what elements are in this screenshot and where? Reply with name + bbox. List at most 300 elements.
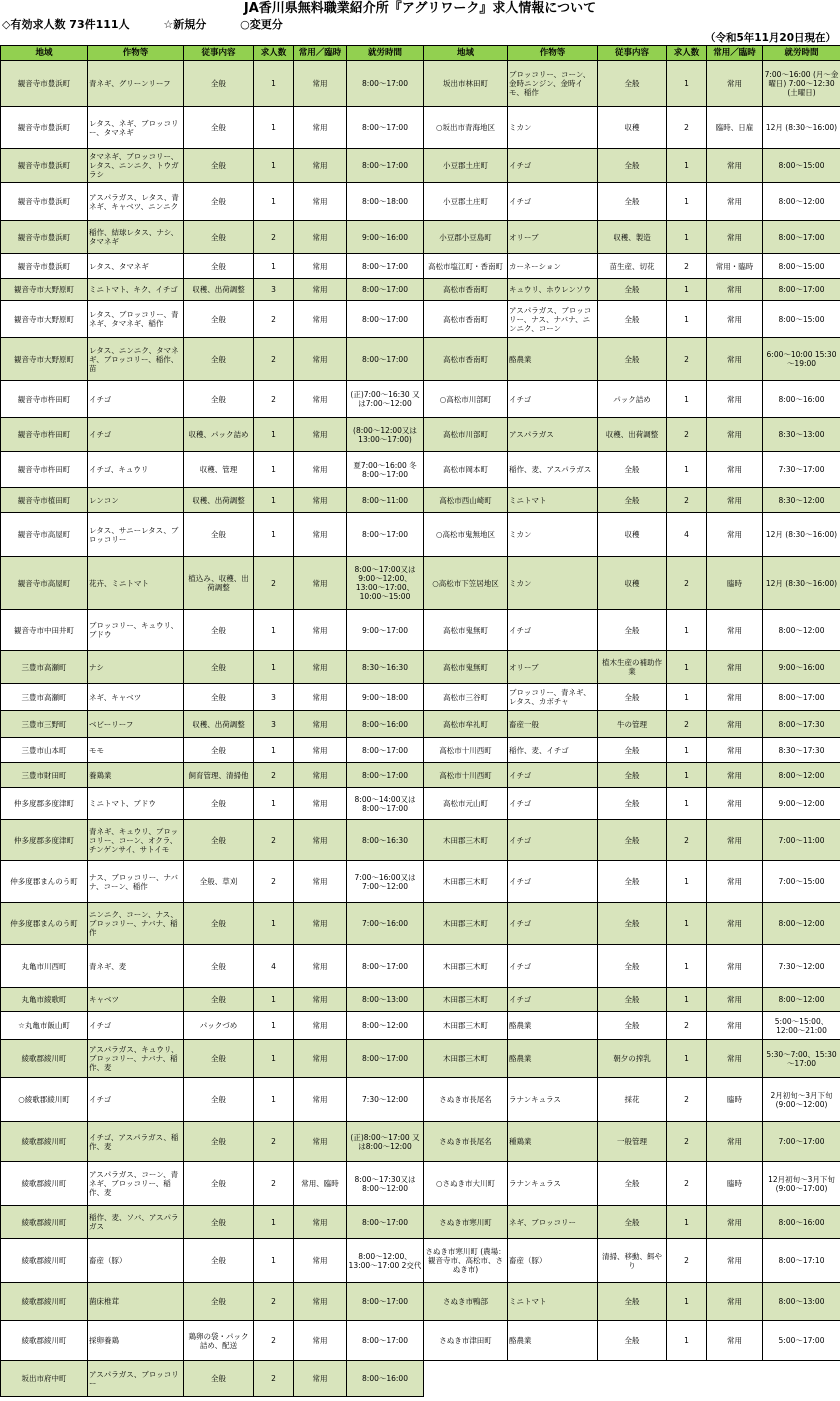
cell-area: 観音寺市豊浜町 bbox=[1, 149, 88, 183]
cell-crop: レタス、サニーレタス、ブロッコリー bbox=[88, 513, 184, 557]
cell-count: 2 bbox=[667, 1012, 707, 1040]
table-row bbox=[424, 107, 840, 149]
cell-hours: 8:00～17:00 bbox=[347, 279, 424, 301]
table-row bbox=[1, 903, 424, 945]
cell-area: 観音寺市豊浜町 bbox=[1, 254, 88, 279]
cell-type: 常用 bbox=[707, 738, 763, 763]
cell-work: 全般 bbox=[598, 820, 667, 861]
cell-crop: ブロッコリー、コーン、金時ニンジン、金時イモ、稲作 bbox=[508, 61, 598, 107]
cell-count: 1 bbox=[667, 301, 707, 338]
cell-hours: 8:00～17:00 bbox=[347, 61, 424, 107]
cell-count: 1 bbox=[667, 610, 707, 651]
cell-count: 1 bbox=[667, 788, 707, 820]
cell-crop: 養鶏業 bbox=[88, 763, 184, 788]
cell-count: 1 bbox=[254, 1206, 294, 1239]
header-count: 求人数 bbox=[254, 46, 294, 61]
table-row bbox=[1, 381, 424, 418]
cell-crop: キャベツ bbox=[88, 988, 184, 1012]
cell-area: 丸亀市綾歌町 bbox=[1, 988, 88, 1012]
cell-hours: 7:00～11:00 bbox=[763, 820, 840, 861]
cell-hours: 8:00～18:00 bbox=[347, 183, 424, 221]
cell-hours: 8:00～17:00 bbox=[347, 945, 424, 988]
cell-hours: 12月 (8:30～16:00) bbox=[763, 557, 840, 610]
cell-work: 収穫 bbox=[598, 513, 667, 557]
cell-count: 2 bbox=[667, 1078, 707, 1122]
cell-crop: ラナンキュラス bbox=[508, 1162, 598, 1206]
cell-count: 1 bbox=[667, 1283, 707, 1321]
cell-hours: 8:00～14:00又は 8:00～17:00 bbox=[347, 788, 424, 820]
cell-work: 植木生産の補助作業 bbox=[598, 651, 667, 684]
cell-hours: 8:00～12:00 bbox=[347, 1012, 424, 1040]
cell-area: 小豆郡土庄町 bbox=[424, 183, 508, 221]
cell-area: 綾歌郡綾川町 bbox=[1, 1321, 88, 1361]
cell-crop: イチゴ bbox=[508, 381, 598, 418]
table-row bbox=[424, 1040, 840, 1078]
cell-crop: 稲作、麦、イチゴ bbox=[508, 738, 598, 763]
cell-count: 1 bbox=[667, 1206, 707, 1239]
cell-crop: オリーブ bbox=[508, 221, 598, 254]
cell-count: 1 bbox=[254, 1040, 294, 1078]
cell-work: 全般 bbox=[598, 945, 667, 988]
header-area: 地域 bbox=[424, 46, 508, 61]
cell-crop: 酪農業 bbox=[508, 1012, 598, 1040]
table-row bbox=[1, 338, 424, 381]
cell-crop: 酪農業 bbox=[508, 1321, 598, 1361]
cell-type: 常用 bbox=[294, 988, 347, 1012]
cell-crop: 種鶏業 bbox=[508, 1122, 598, 1162]
cell-hours bbox=[763, 1361, 840, 1397]
cell-area: さぬき市寒川町 bbox=[424, 1206, 508, 1239]
cell-count: 2 bbox=[254, 861, 294, 903]
cell-type: 常用 bbox=[294, 1283, 347, 1321]
cell-area: 木田郡三木町 bbox=[424, 945, 508, 988]
cell-hours: 8:00～17:00 bbox=[763, 221, 840, 254]
cell-count: 1 bbox=[254, 903, 294, 945]
cell-count: 2 bbox=[667, 254, 707, 279]
cell-count: 2 bbox=[254, 820, 294, 861]
table-row bbox=[424, 903, 840, 945]
cell-hours: 7:30～12:00 bbox=[347, 1078, 424, 1122]
cell-crop: キュウリ、ホウレンソウ bbox=[508, 279, 598, 301]
cell-work: 全般 bbox=[598, 1321, 667, 1361]
cell-crop: レタス、タマネギ bbox=[88, 254, 184, 279]
cell-area: 木田郡三木町 bbox=[424, 1040, 508, 1078]
cell-count: 2 bbox=[254, 1122, 294, 1162]
cell-work bbox=[598, 1361, 667, 1397]
cell-count: 2 bbox=[667, 1162, 707, 1206]
cell-type bbox=[707, 1361, 763, 1397]
as-of-date: （令和5年11月20日現在） bbox=[704, 32, 836, 44]
cell-type: 臨時 bbox=[707, 557, 763, 610]
cell-hours: 8:00～17:00 bbox=[347, 338, 424, 381]
cell-work: 全般 bbox=[598, 1283, 667, 1321]
cell-work: 全般 bbox=[184, 1122, 254, 1162]
cell-area: 三豊市三野町 bbox=[1, 711, 88, 738]
cell-crop: レタス、ネギ、ブロッコリー、タマネギ bbox=[88, 107, 184, 149]
legend-changed: ○変更分 bbox=[240, 18, 283, 31]
cell-type: 常用 bbox=[294, 711, 347, 738]
cell-work: 収穫、出荷調整 bbox=[184, 711, 254, 738]
cell-type: 常用 bbox=[294, 684, 347, 711]
cell-type: 常用 bbox=[294, 301, 347, 338]
cell-type: 常用 bbox=[294, 418, 347, 452]
cell-area: 仲多度郡多度津町 bbox=[1, 788, 88, 820]
cell-area: 高松市川部町 bbox=[424, 418, 508, 452]
cell-work: 全般、草刈 bbox=[184, 861, 254, 903]
cell-hours: 12月初旬～3月下旬(9:00～17:00) bbox=[763, 1162, 840, 1206]
cell-hours: 8:00～17:00 bbox=[347, 763, 424, 788]
table-row bbox=[424, 254, 840, 279]
cell-crop: ニンニク、コーン、ナス、ブロッコリー、ナバナ、稲作 bbox=[88, 903, 184, 945]
cell-work: 全般 bbox=[184, 338, 254, 381]
cell-count: 1 bbox=[667, 861, 707, 903]
cell-type: 常用 bbox=[294, 513, 347, 557]
table-row bbox=[424, 513, 840, 557]
cell-hours: 8:00～13:00 bbox=[347, 988, 424, 1012]
cell-area: ○さぬき市大川町 bbox=[424, 1162, 508, 1206]
cell-crop: レタス、ニンニク、タマネギ、ブロッコリー、稲作、苗 bbox=[88, 338, 184, 381]
cell-type: 常用 bbox=[294, 452, 347, 488]
cell-count: 2 bbox=[254, 1321, 294, 1361]
table-row bbox=[1, 279, 424, 301]
table-row bbox=[1, 1040, 424, 1078]
table-row bbox=[424, 279, 840, 301]
cell-area: 高松市牟礼町 bbox=[424, 711, 508, 738]
cell-hours: 12月 (8:30～16:00) bbox=[763, 513, 840, 557]
cell-crop: 青ネギ、グリーンリーフ bbox=[88, 61, 184, 107]
cell-type: 常用 bbox=[294, 788, 347, 820]
cell-count: 2 bbox=[667, 107, 707, 149]
cell-work: 全般 bbox=[598, 684, 667, 711]
table-row bbox=[1, 763, 424, 788]
cell-work: 全般 bbox=[598, 301, 667, 338]
cell-work: 全般 bbox=[184, 610, 254, 651]
cell-hours: 夏7:00～16:00 冬8:00～17:00 bbox=[347, 452, 424, 488]
cell-area: 木田郡三木町 bbox=[424, 988, 508, 1012]
cell-area: 綾歌郡綾川町 bbox=[1, 1162, 88, 1206]
cell-crop: イチゴ、アスパラガス、稲作、麦 bbox=[88, 1122, 184, 1162]
cell-area: さぬき市鴨部 bbox=[424, 1283, 508, 1321]
table-row bbox=[424, 1321, 840, 1361]
cell-hours: 9:00～12:00 bbox=[763, 788, 840, 820]
cell-work: 全般 bbox=[598, 861, 667, 903]
cell-area: ○綾歌郡綾川町 bbox=[1, 1078, 88, 1122]
cell-area: 高松市西山崎町 bbox=[424, 488, 508, 513]
cell-hours: 8:00～15:00 bbox=[763, 254, 840, 279]
cell-crop: ミニトマト bbox=[508, 488, 598, 513]
cell-work: 全般 bbox=[184, 945, 254, 988]
cell-type: 常用 bbox=[707, 338, 763, 381]
cell-hours: (正)7:00～16:30 又は7:00～12:00 bbox=[347, 381, 424, 418]
cell-crop: レタス、ブロッコリー、青ネギ、タマネギ、稲作 bbox=[88, 301, 184, 338]
cell-work: 全般 bbox=[598, 1206, 667, 1239]
cell-crop: イチゴ bbox=[88, 1012, 184, 1040]
table-row bbox=[424, 738, 840, 763]
cell-crop: イチゴ bbox=[508, 820, 598, 861]
cell-count bbox=[667, 1361, 707, 1397]
cell-crop: ミカン bbox=[508, 107, 598, 149]
cell-type: 常用 bbox=[294, 820, 347, 861]
cell-area: 木田郡三木町 bbox=[424, 861, 508, 903]
header-crop: 作物等 bbox=[508, 46, 598, 61]
cell-area: 観音寺市豊浜町 bbox=[1, 183, 88, 221]
cell-area: 綾歌郡綾川町 bbox=[1, 1122, 88, 1162]
cell-work: 全般 bbox=[184, 738, 254, 763]
cell-count: 1 bbox=[254, 107, 294, 149]
cell-count: 1 bbox=[667, 945, 707, 988]
cell-work: 全般 bbox=[184, 1206, 254, 1239]
cell-area: さぬき市津田町 bbox=[424, 1321, 508, 1361]
cell-type: 常用 bbox=[294, 381, 347, 418]
cell-work: 全般 bbox=[598, 279, 667, 301]
cell-work: 全般 bbox=[184, 221, 254, 254]
cell-type: 常用 bbox=[707, 1239, 763, 1283]
table-row bbox=[1, 61, 424, 107]
cell-count: 2 bbox=[667, 1122, 707, 1162]
cell-type: 常用 bbox=[707, 221, 763, 254]
table-row bbox=[1, 684, 424, 711]
cell-hours: 7:00～17:00 bbox=[763, 1122, 840, 1162]
cell-work: 全般 bbox=[184, 1040, 254, 1078]
cell-work: 全般 bbox=[598, 738, 667, 763]
cell-count: 2 bbox=[254, 221, 294, 254]
cell-work: 全般 bbox=[598, 610, 667, 651]
cell-work: 全般 bbox=[184, 107, 254, 149]
table-row bbox=[1, 557, 424, 610]
cell-crop: カーネーション bbox=[508, 254, 598, 279]
cell-hours: 9:00～16:00 bbox=[347, 221, 424, 254]
cell-crop: 菌床椎茸 bbox=[88, 1283, 184, 1321]
cell-hours: 8:00～17:00 bbox=[347, 738, 424, 763]
cell-area: 観音寺市杵田町 bbox=[1, 418, 88, 452]
table-row bbox=[424, 945, 840, 988]
cell-work: 全般 bbox=[184, 1283, 254, 1321]
cell-area: 観音寺市杵田町 bbox=[1, 452, 88, 488]
cell-area: 仲多度郡多度津町 bbox=[1, 820, 88, 861]
cell-area: 丸亀市川西町 bbox=[1, 945, 88, 988]
cell-count: 1 bbox=[254, 1012, 294, 1040]
cell-count: 1 bbox=[667, 1040, 707, 1078]
cell-hours: 8:00～16:00 bbox=[347, 1361, 424, 1397]
cell-count: 1 bbox=[254, 1239, 294, 1283]
table-row bbox=[1, 1162, 424, 1206]
cell-area: さぬき市長尾名 bbox=[424, 1122, 508, 1162]
table-row bbox=[424, 557, 840, 610]
cell-work: 全般 bbox=[184, 1162, 254, 1206]
cell-count: 1 bbox=[667, 651, 707, 684]
cell-count: 2 bbox=[667, 557, 707, 610]
cell-area: ○高松市川部町 bbox=[424, 381, 508, 418]
table-row bbox=[424, 301, 840, 338]
cell-count: 1 bbox=[667, 903, 707, 945]
table-row bbox=[424, 1283, 840, 1321]
cell-count: 1 bbox=[254, 149, 294, 183]
cell-crop: アスパラガス、レタス、青ネギ、キャベツ、ニンニク bbox=[88, 183, 184, 221]
cell-count: 3 bbox=[254, 684, 294, 711]
table-row bbox=[1, 488, 424, 513]
cell-area: 仲多度郡まんのう町 bbox=[1, 903, 88, 945]
cell-crop: ミカン bbox=[508, 557, 598, 610]
cell-work: 清掃、移動、餌やり bbox=[598, 1239, 667, 1283]
table-row bbox=[424, 788, 840, 820]
cell-type: 常用 bbox=[294, 221, 347, 254]
cell-type: 常用 bbox=[294, 1321, 347, 1361]
cell-work: 収穫、管理 bbox=[184, 452, 254, 488]
table-row bbox=[1, 221, 424, 254]
cell-type: 常用 bbox=[294, 1122, 347, 1162]
table-row bbox=[424, 1239, 840, 1283]
cell-crop: アスパラガス、ブロッコリー、ナス、ナバナ、ニンニク、コーン bbox=[508, 301, 598, 338]
cell-hours: 8:00～17:00 bbox=[347, 254, 424, 279]
cell-type: 常用 bbox=[294, 763, 347, 788]
cell-area: 高松市塩江町・香南町 bbox=[424, 254, 508, 279]
cell-area: 三豊市山本町 bbox=[1, 738, 88, 763]
cell-count: 1 bbox=[254, 788, 294, 820]
table-row bbox=[1, 1012, 424, 1040]
cell-work: 全般 bbox=[184, 1078, 254, 1122]
cell-work: 全般 bbox=[598, 61, 667, 107]
cell-area: 綾歌郡綾川町 bbox=[1, 1239, 88, 1283]
cell-hours: 8:00～17:00 bbox=[347, 513, 424, 557]
table-row bbox=[1, 738, 424, 763]
cell-area: 高松市三谷町 bbox=[424, 684, 508, 711]
table-row bbox=[1, 1321, 424, 1361]
table-row bbox=[424, 711, 840, 738]
cell-area: 高松市十川西町 bbox=[424, 763, 508, 788]
cell-crop: ネギ、ブロッコリー bbox=[508, 1206, 598, 1239]
cell-type: 常用 bbox=[294, 1206, 347, 1239]
cell-area bbox=[424, 1361, 508, 1397]
cell-hours: 5:00～15:00、12:00～21:00 bbox=[763, 1012, 840, 1040]
active-count: ◇有効求人数 73件111人 bbox=[2, 18, 130, 31]
cell-type: 常用 bbox=[707, 488, 763, 513]
cell-hours: 9:00～18:00 bbox=[347, 684, 424, 711]
cell-area: ○高松市下笠居地区 bbox=[424, 557, 508, 610]
cell-area: 高松市鬼無町 bbox=[424, 610, 508, 651]
cell-work: パックづめ bbox=[184, 1012, 254, 1040]
cell-crop: ミニトマト bbox=[508, 1283, 598, 1321]
cell-count: 2 bbox=[254, 301, 294, 338]
cell-area: さぬき市寒川町 (農場：観音寺市、高松市、さぬき市) bbox=[424, 1239, 508, 1283]
table-row bbox=[424, 452, 840, 488]
cell-type: 常用 bbox=[707, 149, 763, 183]
cell-crop: イチゴ bbox=[88, 1078, 184, 1122]
cell-work: 一般管理 bbox=[598, 1122, 667, 1162]
header-work: 従事内容 bbox=[598, 46, 667, 61]
cell-hours: 8:00～17:10 bbox=[763, 1239, 840, 1283]
table-row bbox=[1, 452, 424, 488]
cell-count: 2 bbox=[667, 1239, 707, 1283]
table-row bbox=[424, 1012, 840, 1040]
cell-work: 全般 bbox=[184, 513, 254, 557]
cell-type: 常用 bbox=[707, 418, 763, 452]
cell-hours: 8:00～17:00 bbox=[347, 1283, 424, 1321]
cell-work: 全般 bbox=[598, 763, 667, 788]
cell-hours: 8:00～12:00 bbox=[763, 903, 840, 945]
table-row bbox=[1, 820, 424, 861]
cell-type: 常用 bbox=[707, 1012, 763, 1040]
table-row bbox=[1, 254, 424, 279]
cell-count: 1 bbox=[667, 684, 707, 711]
cell-type: 常用 bbox=[294, 488, 347, 513]
cell-count: 1 bbox=[254, 610, 294, 651]
cell-hours: 8:00～15:00 bbox=[763, 149, 840, 183]
cell-area: ○高松市鬼無地区 bbox=[424, 513, 508, 557]
cell-area: 木田郡三木町 bbox=[424, 903, 508, 945]
cell-count: 1 bbox=[254, 452, 294, 488]
cell-type: 常用 bbox=[707, 820, 763, 861]
cell-crop: ナス、ブロッコリー、ナバナ、コーン、稲作 bbox=[88, 861, 184, 903]
cell-area: 綾歌郡綾川町 bbox=[1, 1206, 88, 1239]
cell-area: 高松市鬼無町 bbox=[424, 651, 508, 684]
cell-crop: 採卵養鶏 bbox=[88, 1321, 184, 1361]
cell-hours: 8:00～16:00 bbox=[347, 711, 424, 738]
table-row bbox=[424, 820, 840, 861]
cell-area: 木田郡三木町 bbox=[424, 1012, 508, 1040]
cell-crop: イチゴ bbox=[88, 418, 184, 452]
cell-work: 全般 bbox=[184, 183, 254, 221]
cell-work: 収穫、出荷調整 bbox=[184, 488, 254, 513]
table-row bbox=[424, 610, 840, 651]
cell-crop bbox=[508, 1361, 598, 1397]
header-area: 地域 bbox=[1, 46, 88, 61]
cell-type: 常用、臨時 bbox=[294, 1162, 347, 1206]
cell-hours: 8:00～17:00 bbox=[763, 684, 840, 711]
cell-type: 常用 bbox=[294, 1239, 347, 1283]
cell-type: 常用 bbox=[707, 1283, 763, 1321]
cell-hours: 7:00～16:00 bbox=[347, 903, 424, 945]
cell-type: 常用 bbox=[707, 711, 763, 738]
cell-type: 臨時 bbox=[707, 1162, 763, 1206]
header-work: 従事内容 bbox=[184, 46, 254, 61]
cell-hours: 8:30～17:30 bbox=[763, 738, 840, 763]
cell-crop: イチゴ bbox=[88, 381, 184, 418]
cell-hours: 7:30～12:00 bbox=[763, 945, 840, 988]
cell-area: 高松市香南町 bbox=[424, 301, 508, 338]
cell-crop: ベビーリーフ bbox=[88, 711, 184, 738]
cell-type: 常用 bbox=[707, 61, 763, 107]
cell-crop: ミニトマト、ブドウ bbox=[88, 788, 184, 820]
cell-crop: イチゴ bbox=[508, 988, 598, 1012]
cell-type: 常用 bbox=[294, 903, 347, 945]
cell-type: 常用 bbox=[294, 1040, 347, 1078]
table-row bbox=[424, 651, 840, 684]
cell-area: 高松市元山町 bbox=[424, 788, 508, 820]
cell-type: 常用 bbox=[294, 107, 347, 149]
cell-count: 2 bbox=[254, 763, 294, 788]
cell-area: 観音寺市豊浜町 bbox=[1, 221, 88, 254]
table-row bbox=[1, 1283, 424, 1321]
cell-work: 全般 bbox=[598, 988, 667, 1012]
legend-new: ☆新規分 bbox=[163, 18, 207, 31]
table-row bbox=[424, 1361, 840, 1397]
cell-type: 常用 bbox=[294, 338, 347, 381]
cell-crop: イチゴ bbox=[508, 788, 598, 820]
cell-crop: イチゴ bbox=[508, 861, 598, 903]
table-row bbox=[424, 381, 840, 418]
cell-hours: 8:00～17:00 bbox=[347, 301, 424, 338]
cell-work: 朝夕の搾乳 bbox=[598, 1040, 667, 1078]
cell-area: 観音寺市杵田町 bbox=[1, 381, 88, 418]
cell-hours: 6:00～10:00 15:30～19:00 bbox=[763, 338, 840, 381]
table-row bbox=[1, 418, 424, 452]
cell-crop: イチゴ bbox=[508, 149, 598, 183]
cell-hours: 8:30～13:00 bbox=[763, 418, 840, 452]
table-row bbox=[1, 988, 424, 1012]
header-type: 常用／臨時 bbox=[707, 46, 763, 61]
cell-type: 常用 bbox=[294, 183, 347, 221]
cell-hours: 8:00～17:30又は 8:00～12:00 bbox=[347, 1162, 424, 1206]
